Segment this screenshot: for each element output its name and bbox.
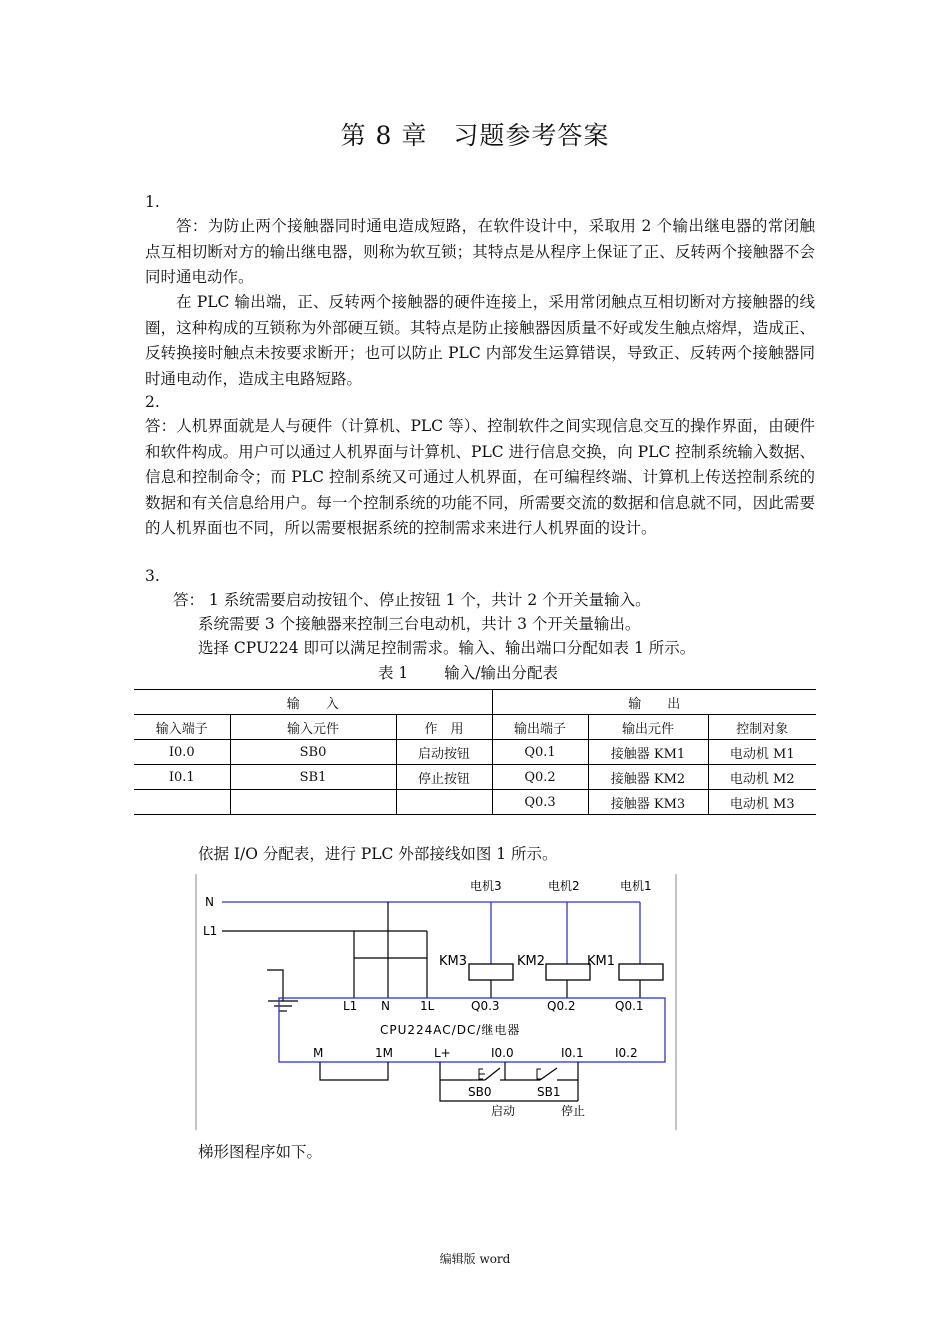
table-cell: 启动按钮	[396, 740, 492, 765]
table-cell: 接触器 KM2	[588, 765, 708, 790]
table-cell: 电动机 M3	[708, 790, 816, 815]
q1-paragraph-1: 答：为防止两个接触器同时通电造成短路，在软件设计中，采取用 2 个输出继电器的常闭触点互相切断对方的输出继电器，则称为软互锁；其特点是从程序上保证了正、反转两个接触器不会同时通电动作。	[145, 217, 815, 286]
km3-label: KM3	[439, 954, 468, 969]
terminal-i01: I0.1	[561, 1046, 584, 1060]
table-cell: 接触器 KM3	[588, 790, 708, 815]
sb0-switch	[485, 1068, 500, 1080]
table-cell: I0.1	[134, 765, 230, 790]
sb1-label: SB1	[537, 1085, 561, 1099]
km3-coil	[469, 964, 513, 980]
q3-number: 3.	[145, 567, 160, 585]
terminal-lplus: L+	[434, 1046, 451, 1060]
plc-wiring-diagram	[195, 874, 680, 1130]
start-label: 启动	[491, 1104, 516, 1118]
group-input: 输 入	[134, 690, 492, 715]
q1-paragraph-2: 在 PLC 输出端，正、反转两个接触器的硬件连接上，采用常闭触点互相切断对方接触器的线圈，这种构成的互锁称为外部硬互锁。其特点是防止接触器因质量不好或发生触点熔焊，造成正、反转换接时触点未按要求断开；也可以防止 PLC 内部发生运算错误，导致正、反转两个接触器同时通电动作，造成主电路短路。	[145, 293, 815, 388]
ladder-description: 梯形图程序如下。	[198, 1143, 323, 1161]
table-cell: 电动机 M2	[708, 765, 816, 790]
stop-label: 停止	[561, 1104, 586, 1118]
q3-line-3: 选择 CPU224 即可以满足控制需求。输入、输出端口分配如表 1 所示。	[198, 639, 696, 657]
table-cell: 接触器 KM1	[588, 740, 708, 765]
q3-line-2: 系统需要 3 个接触器来控制三台电动机，共计 3 个开关量输出。	[198, 615, 641, 633]
sb1-switch	[540, 1068, 557, 1080]
table-group-row	[134, 690, 816, 715]
q2-paragraph: 答：人机界面就是人与硬件（计算机、PLC 等）、控制软件之间实现信息交互的操作界面，由硬件和软件构成。用户可以通过人机界面与计算机、PLC 进行信息交换，向 PLC 控制系统输入数据、信息和控制命令；而 PLC 控制系统又可通过人机界面，在可编程终端、计算机上传送控制系统的数据和有关信息给用户。每一个控制系统的功能不同，所需要交流的数据和信息就不同，因此需要的人机界面也不同，所以需要根据系统的控制需求来进行人机界面的设计。	[145, 417, 815, 537]
motor3-label: 电机3	[470, 879, 502, 893]
table-cell	[396, 790, 492, 815]
q3-line-1: 答： 1 系统需要启动按钮个、停止按钮 1 个，共计 2 个开关量输入。	[173, 591, 651, 609]
page-footer: 编辑版 word	[439, 1252, 511, 1266]
terminal-i02: I0.2	[615, 1046, 638, 1060]
header-cell: 输出元件	[588, 715, 708, 740]
terminal-1l: 1L	[420, 999, 435, 1013]
wiring-description: 依据 I/O 分配表，进行 PLC 外部接线如图 1 所示。	[198, 845, 558, 863]
km2-label: KM2	[517, 954, 546, 969]
header-cell: 输入元件	[230, 715, 396, 740]
terminal-i00: I0.0	[491, 1046, 514, 1060]
l1-label: L1	[203, 924, 218, 938]
table-cell: 电动机 M1	[708, 740, 816, 765]
km2-coil	[546, 964, 590, 980]
table-cell: Q0.1	[492, 740, 588, 765]
terminal-m: M	[313, 1046, 324, 1060]
table-cell: Q0.3	[492, 790, 588, 815]
table-caption: 表 1 输入/输出分配表	[378, 664, 558, 682]
km1-label: KM1	[587, 954, 616, 969]
header-cell: 输出端子	[492, 715, 588, 740]
table-cell	[134, 790, 230, 815]
terminal-1m: 1M	[375, 1046, 393, 1060]
n-label: N	[205, 895, 214, 909]
group-output: 输 出	[492, 690, 816, 715]
terminal-q01: Q0.1	[615, 999, 644, 1013]
header-cell: 控制对象	[708, 715, 816, 740]
terminal-q02: Q0.2	[547, 999, 576, 1013]
page-title: 第 8 章 习题参考答案	[340, 121, 610, 150]
terminal-l1: L1	[343, 999, 358, 1013]
header-cell: 输入端子	[134, 715, 230, 740]
sb0-label: SB0	[468, 1085, 492, 1099]
cpu-model-label: CPU224AC/DC/继电器	[380, 1023, 521, 1037]
table-header-row	[134, 715, 816, 740]
table-cell	[230, 790, 396, 815]
header-cell: 作 用	[396, 715, 492, 740]
q1-number: 1.	[145, 193, 160, 211]
km1-coil	[619, 964, 663, 980]
terminal-n: N	[381, 999, 390, 1013]
motor2-label: 电机2	[548, 879, 580, 893]
table-row	[134, 740, 816, 765]
table-row	[134, 790, 816, 815]
q2-number: 2.	[145, 393, 160, 411]
table-cell: SB1	[230, 765, 396, 790]
table-cell: SB0	[230, 740, 396, 765]
table-row	[134, 765, 816, 790]
terminal-q03: Q0.3	[471, 999, 500, 1013]
table-cell: Q0.2	[492, 765, 588, 790]
motor1-label: 电机1	[620, 879, 652, 893]
table-cell: 停止按钮	[396, 765, 492, 790]
table-cell: I0.0	[134, 740, 230, 765]
io-allocation-table	[134, 689, 816, 815]
